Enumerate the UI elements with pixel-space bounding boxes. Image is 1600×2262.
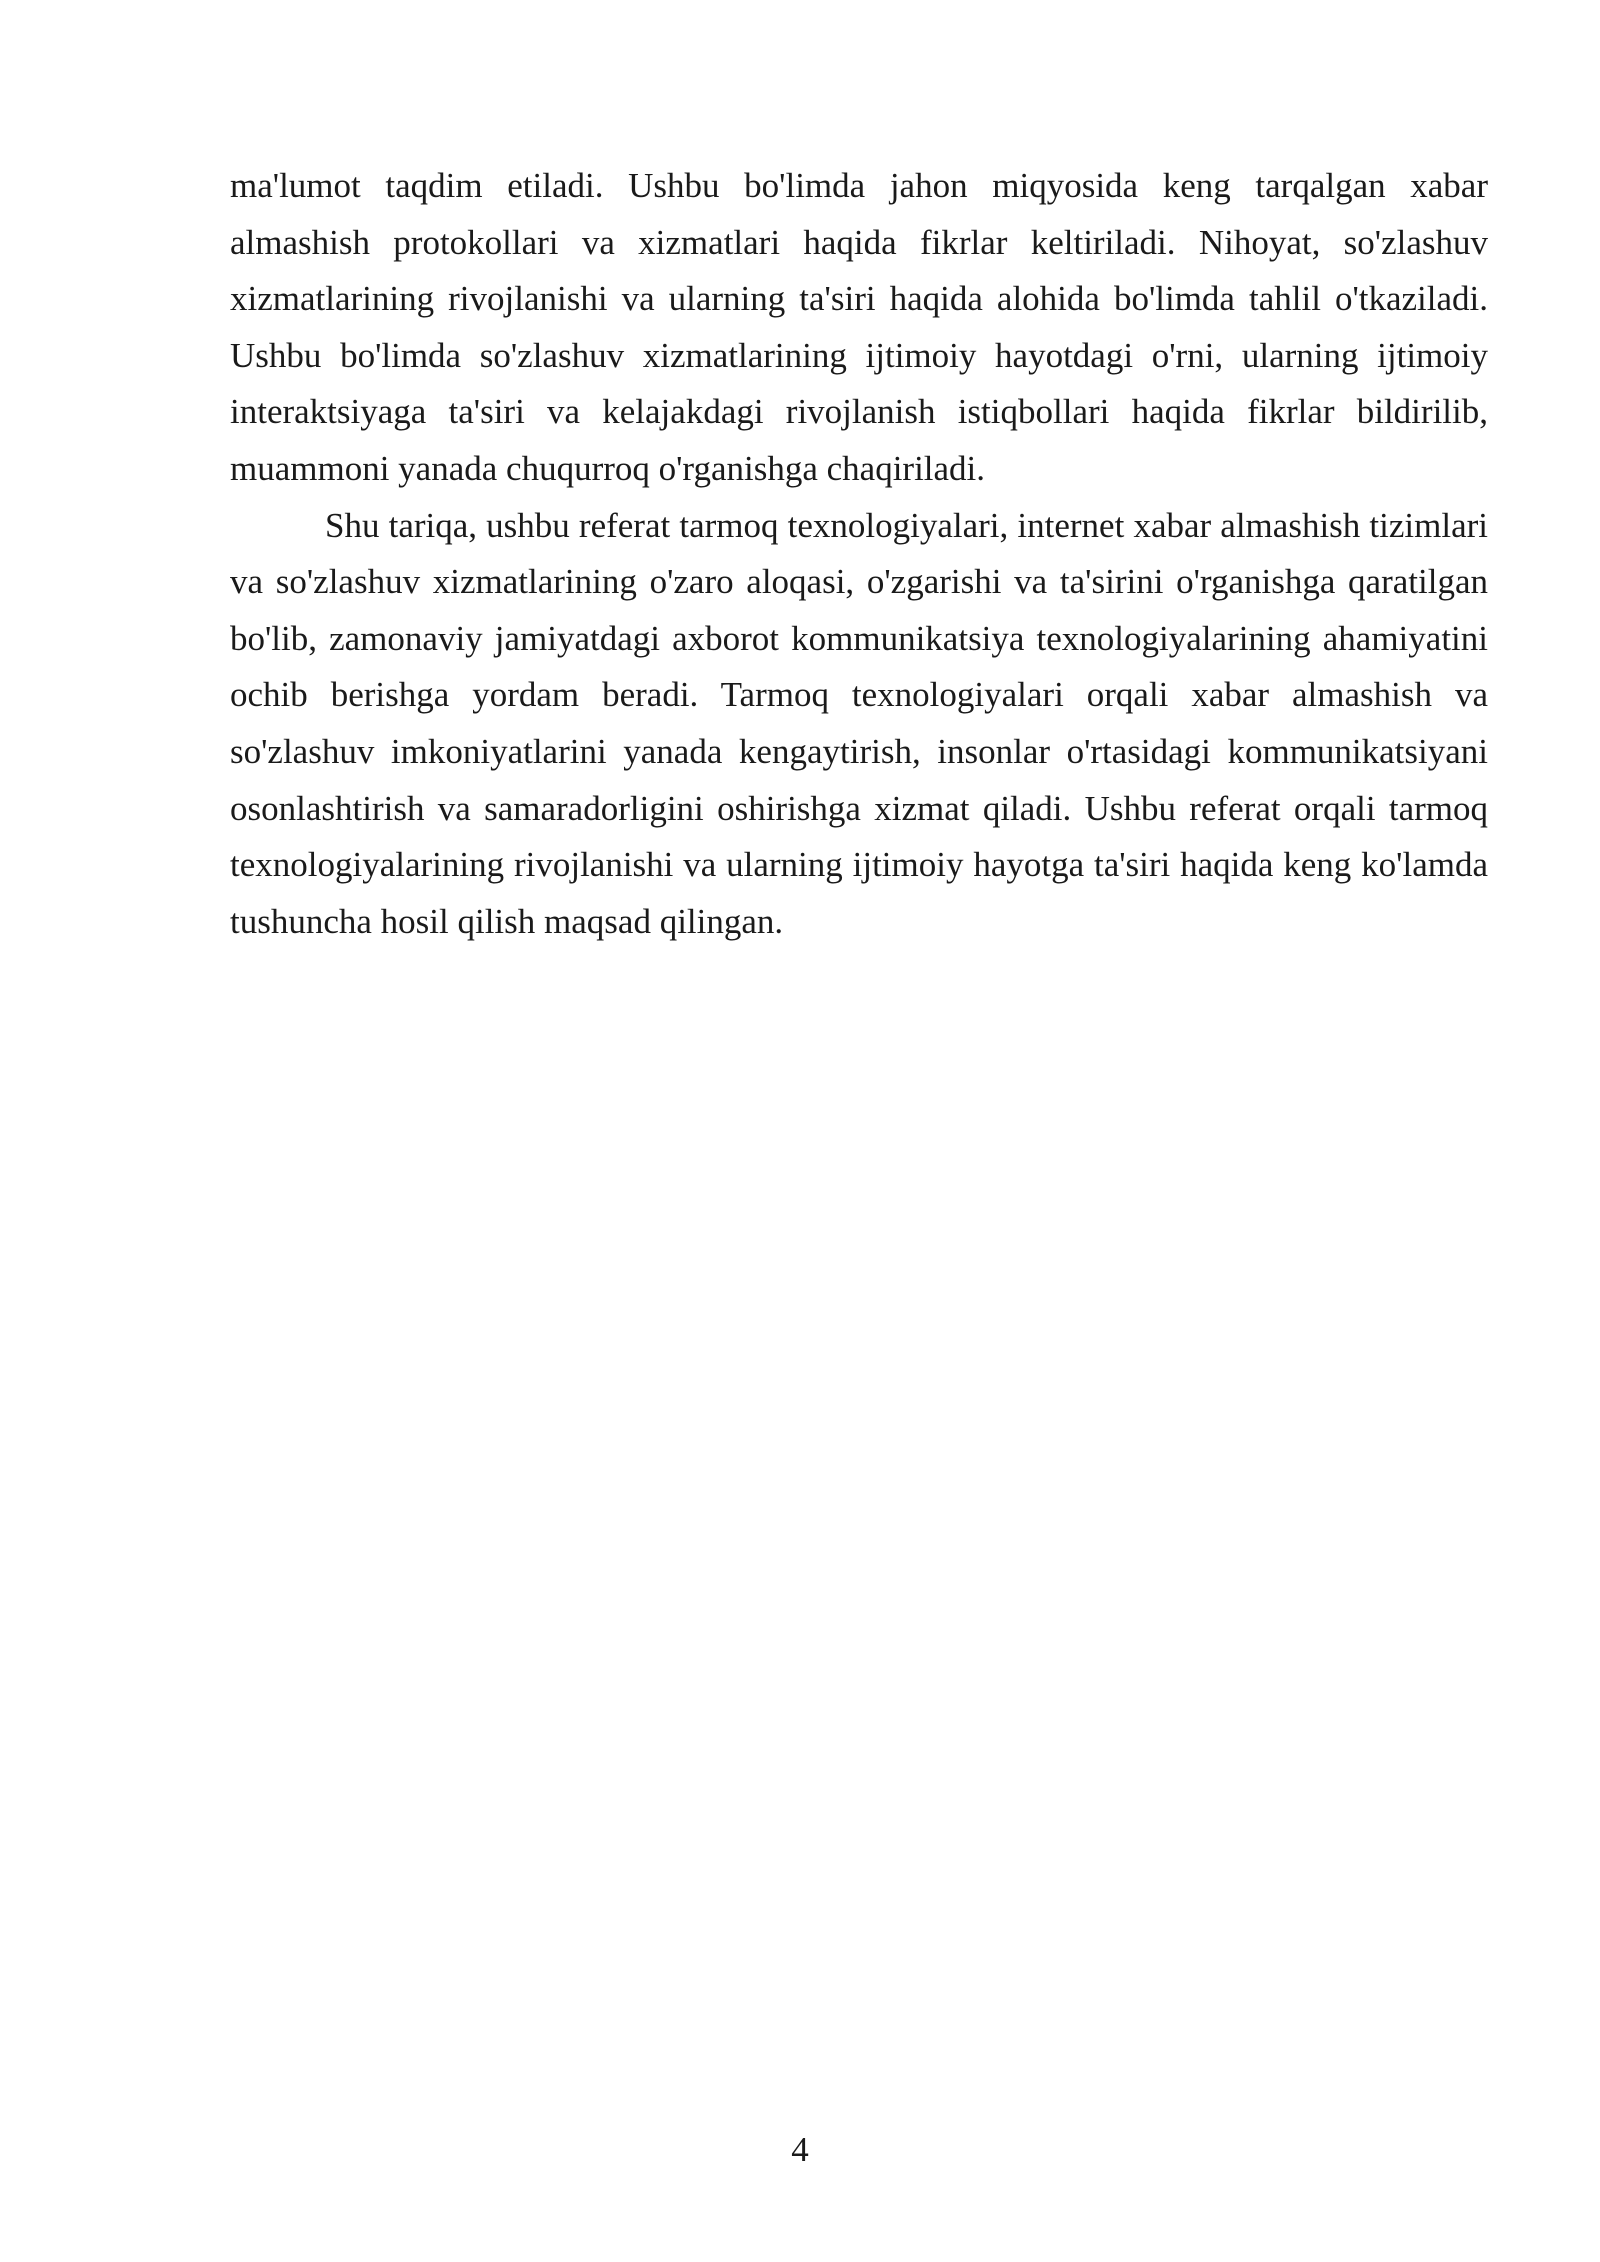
page-number: 4 [791,2130,809,2169]
paragraph-continuation: ma'lumot taqdim etiladi. Ushbu bo'limda jahon miqyosida keng tarqalgan xabar almashish protokollari va xizmatlari haqida fikrlar keltiriladi. Nihoyat, so'zlashuv xizmatlarining rivojlanishi va ularning ta'siri haqida alohida bo'limda tahlil o'tkaziladi. Ushbu bo'limda so'zlashuv xizmatlarining ijtimoiy hayotdagi o'rni, ularning ijtimoiy interaktsiyaga ta'siri va kelajakdagi rivojlanish istiqbollari haqida fikrlar bildirilib, muammoni yanada chuqurroq o'rganishga chaqiriladi. [230,166,1488,488]
body-text [230,158,1488,950]
paragraph-conclusion: Shu tariqa, ushbu referat tarmoq texnologiyalari, internet xabar almashish tizimlari va so'zlashuv xizmatlarining o'zaro aloqasi, o'zgarishi va ta'sirini o'rganishga qaratilgan bo'lib, zamonaviy jamiyatdagi axborot kommunikatsiya texnologiyalarining ahamiyatini ochib berishga yordam beradi. Tarmoq texnologiyalari orqali xabar almashish va so'zlashuv imkoniyatlarini yanada kengaytirish, insonlar o'rtasidagi kommunikatsiyani osonlashtirish va samaradorligini oshirishga xizmat qiladi. Ushbu referat orqali tarmoq texnologiyalarining rivojlanishi va ularning ijtimoiy hayotga ta'siri haqida keng ko'lamda tushuncha hosil qilish maqsad qilingan. [230,505,1488,941]
